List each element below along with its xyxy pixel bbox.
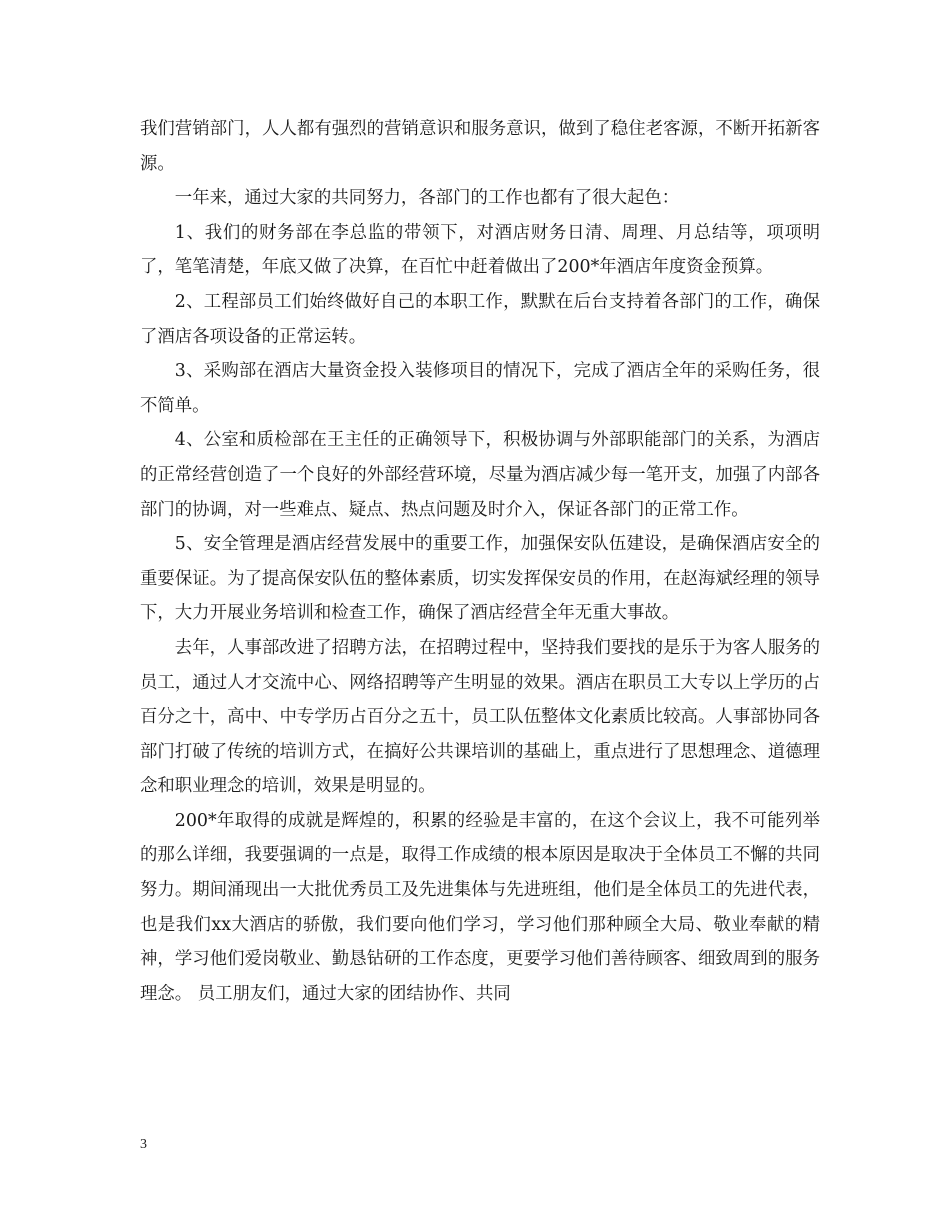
page-number: 3 — [140, 1137, 147, 1152]
paragraph-intro: 一年来，通过大家的共同努力，各部门的工作也都有了很大起色： — [174, 188, 680, 209]
paragraph-office-quality: 4、公室和质检部在王主任的正确领导下，积极协调与外部职能部门的关系，为酒店的正常经营创造了一个良好的外部经营环境，尽量为酒店减少每一笔开支，加强了内部各部门的协调，对一些难点、疑点、热点问题及时介入，保证各部门的正常工作。 — [140, 430, 820, 520]
paragraph-engineering: 2、工程部员工们始终做好自己的本职工作，默默在后台支持着各部门的工作，确保了酒店各项设备的正常运转。 — [140, 291, 820, 347]
paragraph-finance: 1、我们的财务部在李总监的带领下，对酒店财务日清、周理、月总结等，项项明了，笔笔清楚，年底又做了决算，在百忙中赶着做出了200*年酒店年度资金预算。 — [140, 222, 820, 278]
document-body — [140, 112, 820, 1011]
paragraph-marketing: 我们营销部门，人人都有强烈的营销意识和服务意识，做到了稳住老客源，不断开拓新客源。 — [140, 119, 820, 174]
paragraph-purchasing: 3、采购部在酒店大量资金投入装修项目的情况下，完成了酒店全年的采购任务，很不简单。 — [140, 361, 820, 416]
paragraph-hr: 去年，人事部改进了招聘方法，在招聘过程中，坚持我们要找的是乐于为客人服务的员工，通过人才交流中心、网络招聘等产生明显的效果。酒店在职员工大专以上学历的占百分之十，高中、中专学历占百分之五十，员工队伍整体文化素质比较高。人事部协同各部门打破了传统的培训方式，在搞好公共课培训的基础上，重点进行了思想理念、道德理念和职业理念的培训，效果是明显的。 — [140, 637, 820, 797]
paragraph-security: 5、安全管理是酒店经营发展中的重要工作，加强保安队伍建设，是确保酒店安全的重要保证。为了提高保安队伍的整体素质，切实发挥保安员的作用，在赵海斌经理的领导下，大力开展业务培训和检查工作，确保了酒店经营全年无重大事故。 — [140, 534, 820, 624]
paragraph-achievements: 200*年取得的成就是辉煌的，积累的经验是丰富的，在这个会议上，我不可能列举的那么详细，我要强调的一点是，取得工作成绩的根本原因是取决于全体员工不懈的共同努力。期间涌现出一大批优秀员工及先进集体与先进班组，他们是全体员工的先进代表，也是我们xx大酒店的骄傲，我们要向他们学习，学习他们那种顾全大局、敬业奉献的精神，学习他们爱岗敬业、勤恳钻研的工作态度，更要学习他们善待顾客、细致周到的服务理念。 员工朋友们，通过大家的团结协作、共同 — [140, 810, 820, 1004]
